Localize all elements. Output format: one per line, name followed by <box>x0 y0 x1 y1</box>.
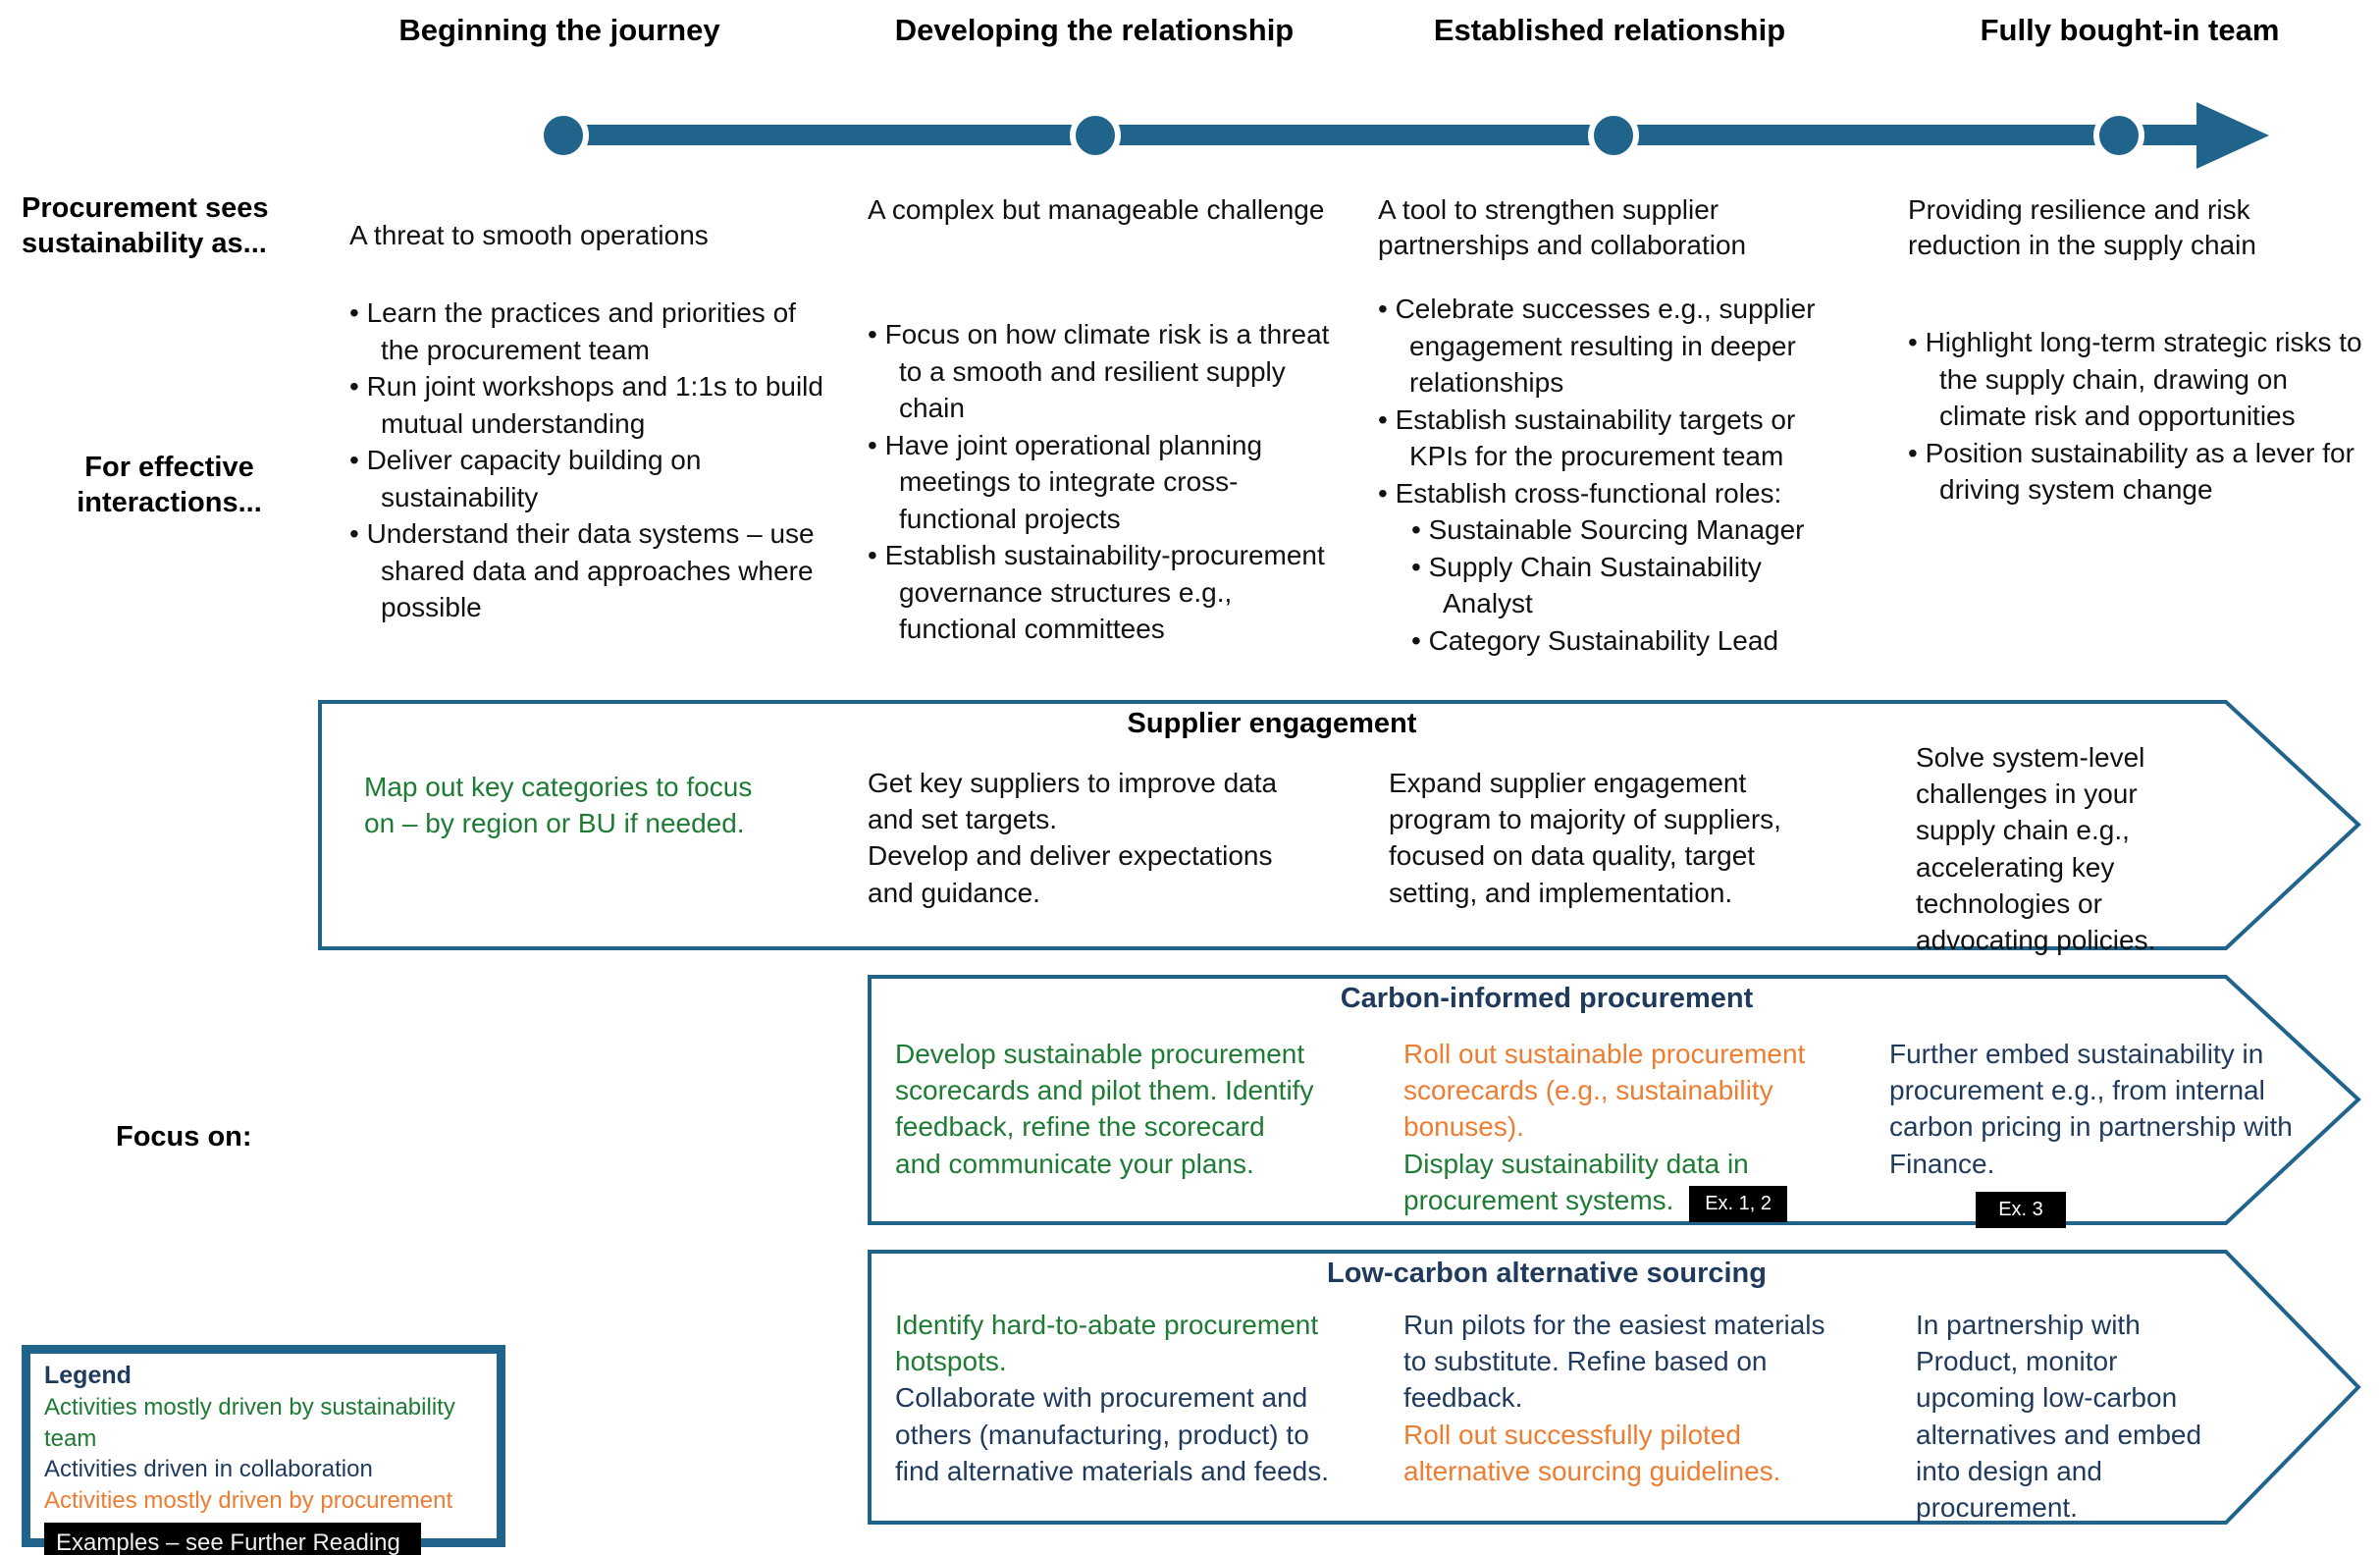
bullet-item: • Deliver capacity building on sustainability <box>349 445 702 512</box>
cell-text: Run pilots for the easiest materials to substitute. Refine based on feedback. <box>1403 1310 1825 1414</box>
legend-examples-badge: Examples – see Further Reading <box>44 1523 421 1555</box>
legend-title: Legend <box>44 1362 132 1389</box>
interactions-stage-4 <box>1908 324 2369 509</box>
bullet-item: • Celebrate successes e.g., supplier engagement resulting in deeper relationships <box>1378 294 1816 399</box>
carbon-cell-2 <box>1403 1036 1825 1222</box>
bullet-item: • Establish sustainability targets or KPIs for the procurement team <box>1378 403 1796 472</box>
carbon-informed-procurement-title: Carbon-informed procurement <box>1340 983 1754 1014</box>
supplier-cell-1 <box>364 769 757 841</box>
bullet-item: • Sustainable Sourcing Manager <box>1411 514 1805 546</box>
row-label-interactions-line2: interactions... <box>77 487 262 519</box>
cell-text: In partnership with Product, monitor upcoming low-carbon alternatives and embed into design and procurement. <box>1916 1310 2202 1524</box>
row-label-focus: Focus on: <box>116 1121 252 1153</box>
supplier-cell-2 <box>868 765 1290 911</box>
cell-text: Develop and deliver expectations and guidance. <box>868 840 1273 908</box>
cell-text: Roll out sustainable procurement scorecards (e.g., sustainability bonuses). <box>1403 1039 1806 1143</box>
bullet-item: • Establish cross-functional roles: <box>1378 477 1782 509</box>
row-label-interactions <box>54 450 285 521</box>
sees-stage-1: A threat to smooth operations <box>349 220 709 250</box>
sees-stage-3: A tool to strengthen supplier partnerships and collaboration <box>1378 194 1747 261</box>
interactions-stage-2 <box>868 316 1339 648</box>
low-carbon-cell-1 <box>895 1307 1332 1489</box>
supplier-engagement-box <box>318 700 2364 956</box>
cell-text: Solve system-level challenges in your supply chain e.g., accelerating key technologies or advocating policies. <box>1916 742 2156 956</box>
bullet-item: • Focus on how climate risk is a threat to a smooth and resilient supply chain <box>868 319 1330 424</box>
interactions-stage-1 <box>349 295 840 626</box>
bullet-item: • Highlight long-term strategic risks to the supply chain, drawing on climate risk and opportunities <box>1908 327 2362 432</box>
stage-header-4: Fully bought-in team <box>1980 13 2280 47</box>
legend <box>22 1345 505 1555</box>
cell-text: Identify hard-to-abate procurement hotspots. <box>895 1310 1319 1377</box>
timeline-bar <box>564 125 2196 145</box>
timeline-dot-1 <box>538 110 589 161</box>
cell-text: Develop sustainable procurement scorecards and pilot them. Identify feedback, refine the scorecard and communicate your plans. <box>895 1039 1314 1179</box>
sees-stage-4: Providing resilience and risk reduction in the supply chain <box>1908 194 2256 261</box>
row-label-interactions-line1: For effective <box>84 452 254 483</box>
low-carbon-alternative-sourcing-title: Low-carbon alternative sourcing <box>1327 1258 1767 1289</box>
legend-item: Activities mostly driven by sustainability team <box>44 1394 455 1452</box>
supplier-cell-3 <box>1389 765 1830 911</box>
interactions-stage-3 <box>1378 291 1854 659</box>
bullet-item: • Supply Chain Sustainability Analyst <box>1411 551 1762 619</box>
carbon-cell-3 <box>1889 1036 2311 1228</box>
cell-text: Further embed sustainability in procurement e.g., from internal carbon pricing in partnership with Finance. <box>1889 1039 2293 1179</box>
bullet-item: • Position sustainability as a lever for driving system change <box>1908 437 2354 506</box>
example-badge: Ex. 3 <box>1976 1192 2066 1228</box>
cell-text: Display sustainability data in procurement systems. <box>1403 1148 1749 1215</box>
supplier-engagement-title: Supplier engagement <box>1127 708 1417 739</box>
example-badge: Ex. 1, 2 <box>1689 1186 1787 1222</box>
bullet-item: • Run joint workshops and 1:1s to build mutual understanding <box>349 371 823 439</box>
low-carbon-cell-3 <box>1916 1307 2210 1526</box>
low-carbon-alternative-sourcing-box <box>868 1250 2364 1525</box>
cell-text: Expand supplier engagement program to majority of suppliers, focused on data quality, target setting, and implementation. <box>1389 768 1781 908</box>
bullet-item: • Establish sustainability-procurement governance structures e.g., functional committees <box>868 540 1325 645</box>
cell-text: Map out key categories to focus on – by region or BU if needed. <box>364 772 753 839</box>
cell-text: Get key suppliers to improve data and set targets. <box>868 768 1278 835</box>
stage-header-1: Beginning the journey <box>398 13 720 47</box>
bullet-item: • Category Sustainability Lead <box>1411 624 1779 656</box>
low-carbon-cell-2 <box>1403 1307 1840 1489</box>
legend-item: Activities driven in collaboration <box>44 1456 373 1483</box>
timeline-arrowhead-icon <box>2196 102 2269 169</box>
timeline-dot-4 <box>2093 110 2144 161</box>
bullet-item: • Understand their data systems – use shared data and approaches where possible <box>349 518 815 623</box>
stage-header-2: Developing the relationship <box>894 13 1295 47</box>
row-label-sees: Procurement sees sustainability as... <box>22 192 269 260</box>
timeline-dot-3 <box>1588 110 1639 161</box>
sees-stage-2: A complex but manageable challenge <box>868 194 1325 225</box>
carbon-informed-procurement-box <box>868 975 2364 1225</box>
carbon-cell-1 <box>895 1036 1317 1182</box>
cell-text: Roll out successfully piloted alternative sourcing guidelines. <box>1403 1419 1781 1486</box>
bullet-item: • Learn the practices and priorities of the procurement team <box>349 297 796 365</box>
supplier-cell-4 <box>1916 739 2210 958</box>
timeline-dot-2 <box>1070 110 1121 161</box>
bullet-item: • Have joint operational planning meetings to integrate cross-functional projects <box>868 429 1263 534</box>
legend-item: Activities mostly driven by procurement <box>44 1487 453 1515</box>
legend-items <box>44 1392 483 1517</box>
stage-header-3: Established relationship <box>1433 13 1786 47</box>
cell-text: Collaborate with procurement and others (manufacturing, product) to find alternative materials and feeds. <box>895 1382 1330 1486</box>
